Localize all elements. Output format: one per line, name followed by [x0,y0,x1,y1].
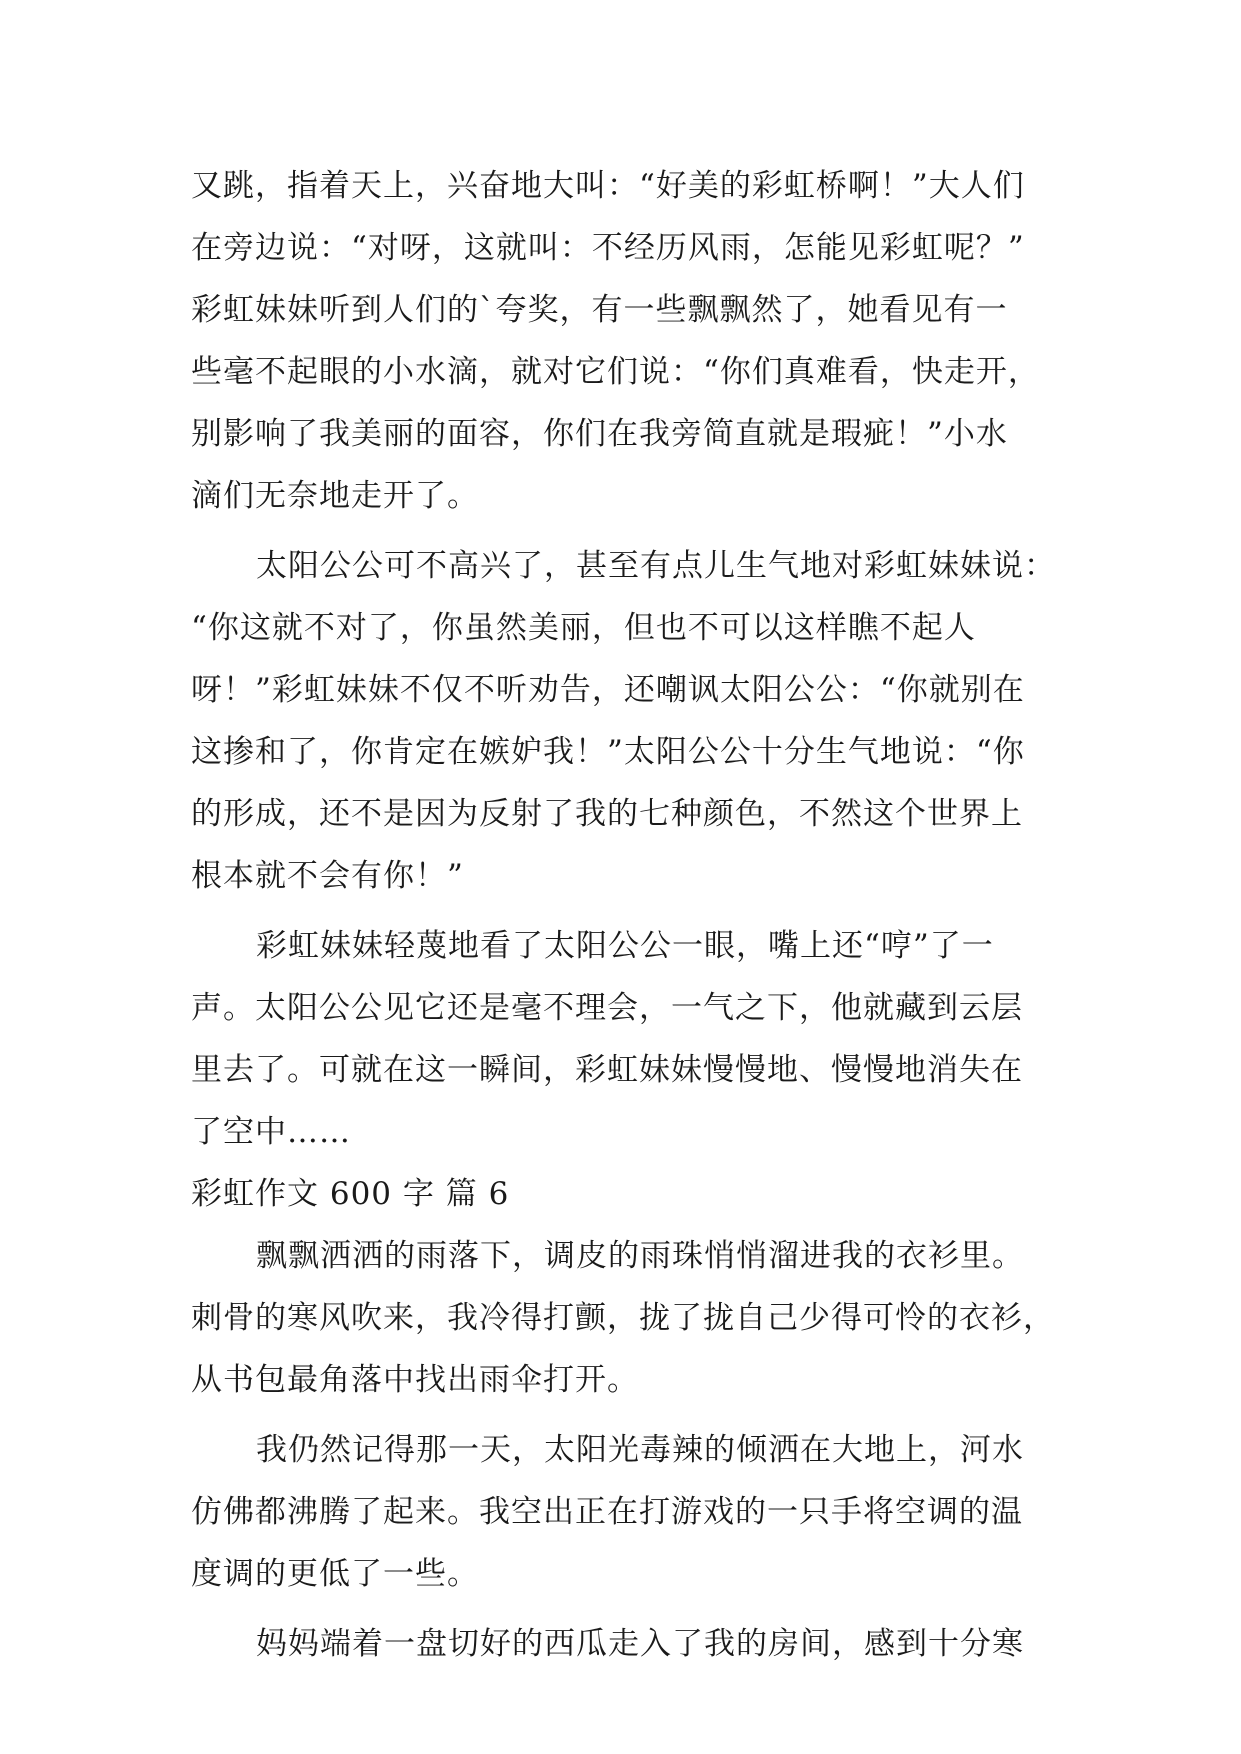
paragraph-rainbow-vanishes [191,915,1051,1163]
text-line: 滴们无奈地走开了。 [191,478,479,514]
text-line: 刺骨的寒风吹来，我冷得打颤，拢了拢自己少得可怜的衣衫， [191,1300,1055,1336]
paragraph-sun-angry [191,535,1056,907]
section-heading: 彩虹作文 600 字 篇 6 [191,1176,510,1212]
text-line: 度调的更低了一些。 [191,1556,479,1592]
text-line: 飘飘洒洒的雨落下，调皮的雨珠悄悄溜进我的衣衫里。 [256,1238,1024,1274]
text-line: 妈妈端着一盘切好的西瓜走入了我的房间，感到十分寒 [256,1626,1024,1662]
text-line: 呀！”彩虹妹妹不仅不听劝告，还嘲讽太阳公公：“你就别在 [191,672,1025,708]
text-line: 又跳，指着天上，兴奋地大叫：“好美的彩虹桥啊！”大人们 [191,168,1025,204]
text-line: 我仍然记得那一天，太阳光毒辣的倾洒在大地上，河水 [256,1432,1024,1468]
text-line: 仿佛都沸腾了起来。我空出正在打游戏的一只手将空调的温 [191,1494,1023,1530]
paragraph-spacer [191,907,1051,915]
document-body [191,155,1056,1675]
text-line: 在旁边说：“对呀，这就叫：不经历风雨，怎能见彩虹呢？” [191,230,1025,266]
text-line: 些毫不起眼的小水滴，就对它们说：“你们真难看，快走开， [191,354,1040,390]
text-line: “你这就不对了，你虽然美丽，但也不可以这样瞧不起人 [191,610,976,646]
paragraph-hot-day [191,1419,1051,1605]
paragraph-spacer [191,1411,1051,1419]
text-line: 的形成，还不是因为反射了我的七种颜色，不然这个世界上 [191,796,1023,832]
text-line: 从书包最角落中找出雨伞打开。 [191,1362,639,1398]
text-line: 了空中…… [191,1114,351,1150]
paragraph-spacer [191,1605,1051,1613]
text-line: 太阳公公可不高兴了，甚至有点儿生气地对彩虹妹妹说： [256,548,1056,584]
text-line: 里去了。可就在这一瞬间，彩虹妹妹慢慢地、慢慢地消失在 [191,1052,1023,1088]
paragraph-mother-watermelon [191,1613,1051,1675]
paragraph-rainbow-praise [191,155,1051,527]
paragraph-rain-falls [191,1225,1055,1411]
text-line: 声。太阳公公见它还是毫不理会，一气之下，他就藏到云层 [191,990,1023,1026]
text-line: 根本就不会有你！” [191,858,464,894]
text-line: 彩虹妹妹轻蔑地看了太阳公公一眼，嘴上还“哼”了一 [256,928,994,964]
text-line: 这掺和了，你肯定在嫉妒我！”太阳公公十分生气地说：“你 [191,734,1025,770]
paragraph-spacer [191,527,1051,535]
text-line: 彩虹妹妹听到人们的`夸奖，有一些飘飘然了，她看见有一 [191,292,1008,328]
text-line: 别影响了我美丽的面容，你们在我旁简直就是瑕疵！”小水 [191,416,1008,452]
